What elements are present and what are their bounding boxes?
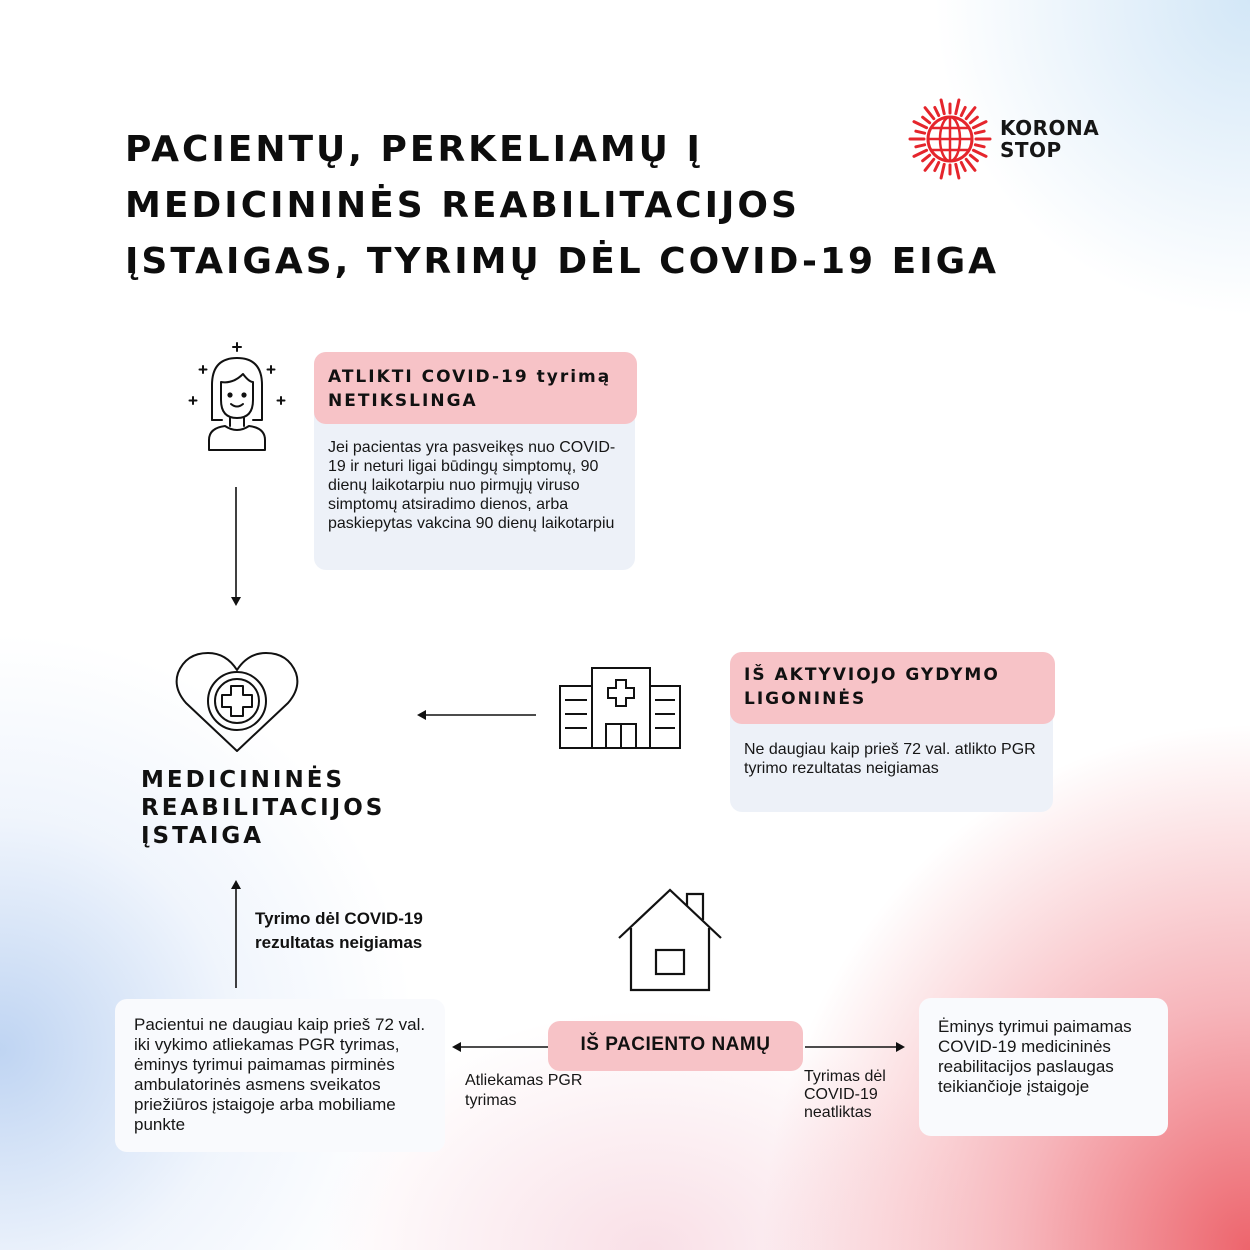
house-icon: [615, 886, 725, 996]
title-line-1: PACIENTŲ, PERKELIAMŲ Į: [125, 129, 703, 170]
korona-stop-logo: [905, 97, 1115, 182]
title-line-3: ĮSTAIGAS, TYRIMŲ DĖL COVID-19 EIGA: [125, 241, 999, 282]
arrow-down: [226, 485, 246, 610]
logo-line-2: STOP: [1000, 138, 1062, 162]
globe-sun-icon: [905, 97, 995, 182]
center-line-3: ĮSTAIGA: [141, 823, 265, 849]
box-from-hospital: [730, 652, 1055, 812]
box-right-body-text: Ėminys tyrimui paimamas COVID-19 medicininės reabilitacijos paslaugas teikiančioje įstaigoje: [938, 1017, 1132, 1096]
box-from-home: IŠ PACIENTO NAMŲ: [548, 1021, 803, 1071]
box-hospital-body-text: Ne daugiau kaip prieš 72 val. atlikto PGR tyrimo rezultatas neigiamas: [744, 741, 1036, 777]
box-pgr-before-transfer: [115, 999, 445, 1152]
box-top-body-text: Jei pacientas yra pasveikęs nuo COVID-19 ir neturi ligai būdingų simptomų, 90 dienų laikotarpiu nuo pirmųjų viruso simptomų atsiradimo dienos, arba paskiepytas vakcina 90 dienų laikotarpiu: [328, 439, 616, 532]
arrow-left-hospital: [410, 705, 540, 725]
box-left-body-text: Pacientui ne daugiau kaip prieš 72 val. iki vykimo atliekamas PGR tyrimas, ėminys tyrimui paimamas pirminės ambulatorinės asmens sveikatos priežiūros įstaigoje arba mobiliame punkte: [134, 1015, 426, 1134]
heart-medical-cross-icon: [168, 648, 308, 758]
hospital-building-icon: [558, 666, 683, 751]
rehab-institution-title: [141, 766, 401, 850]
arrow-up-label: Tyrimo dėl COVID-19 rezultatas neigiamas: [255, 909, 423, 952]
box-top-header: ATLIKTI COVID-19 tyrimą NETIKSLINGA: [314, 352, 637, 424]
box-hospital-header: IŠ AKTYVIOJO GYDYMO LIGONINĖS: [730, 652, 1055, 724]
arrow-left-home: [445, 1037, 555, 1057]
logo-text: [1000, 117, 1099, 161]
center-line-2: REABILITACIJOS: [141, 795, 386, 821]
box-sample-at-rehab: [919, 998, 1168, 1136]
title-line-2: MEDICININĖS REABILITACIJOS: [125, 185, 800, 226]
center-line-1: MEDICININĖS: [141, 767, 346, 793]
label-test-not-done: Tyrimas dėl COVID-19 neatliktas: [804, 1068, 886, 1121]
person-sparkle-icon: [185, 340, 295, 455]
logo-line-1: KORONA: [1000, 116, 1100, 140]
box-test-not-needed: [314, 352, 637, 570]
label-pgr-performed: Atliekamas PGR tyrimas: [465, 1072, 583, 1109]
arrow-right-home: [803, 1037, 913, 1057]
page-title: [125, 122, 1025, 290]
arrow-up: [226, 875, 246, 990]
